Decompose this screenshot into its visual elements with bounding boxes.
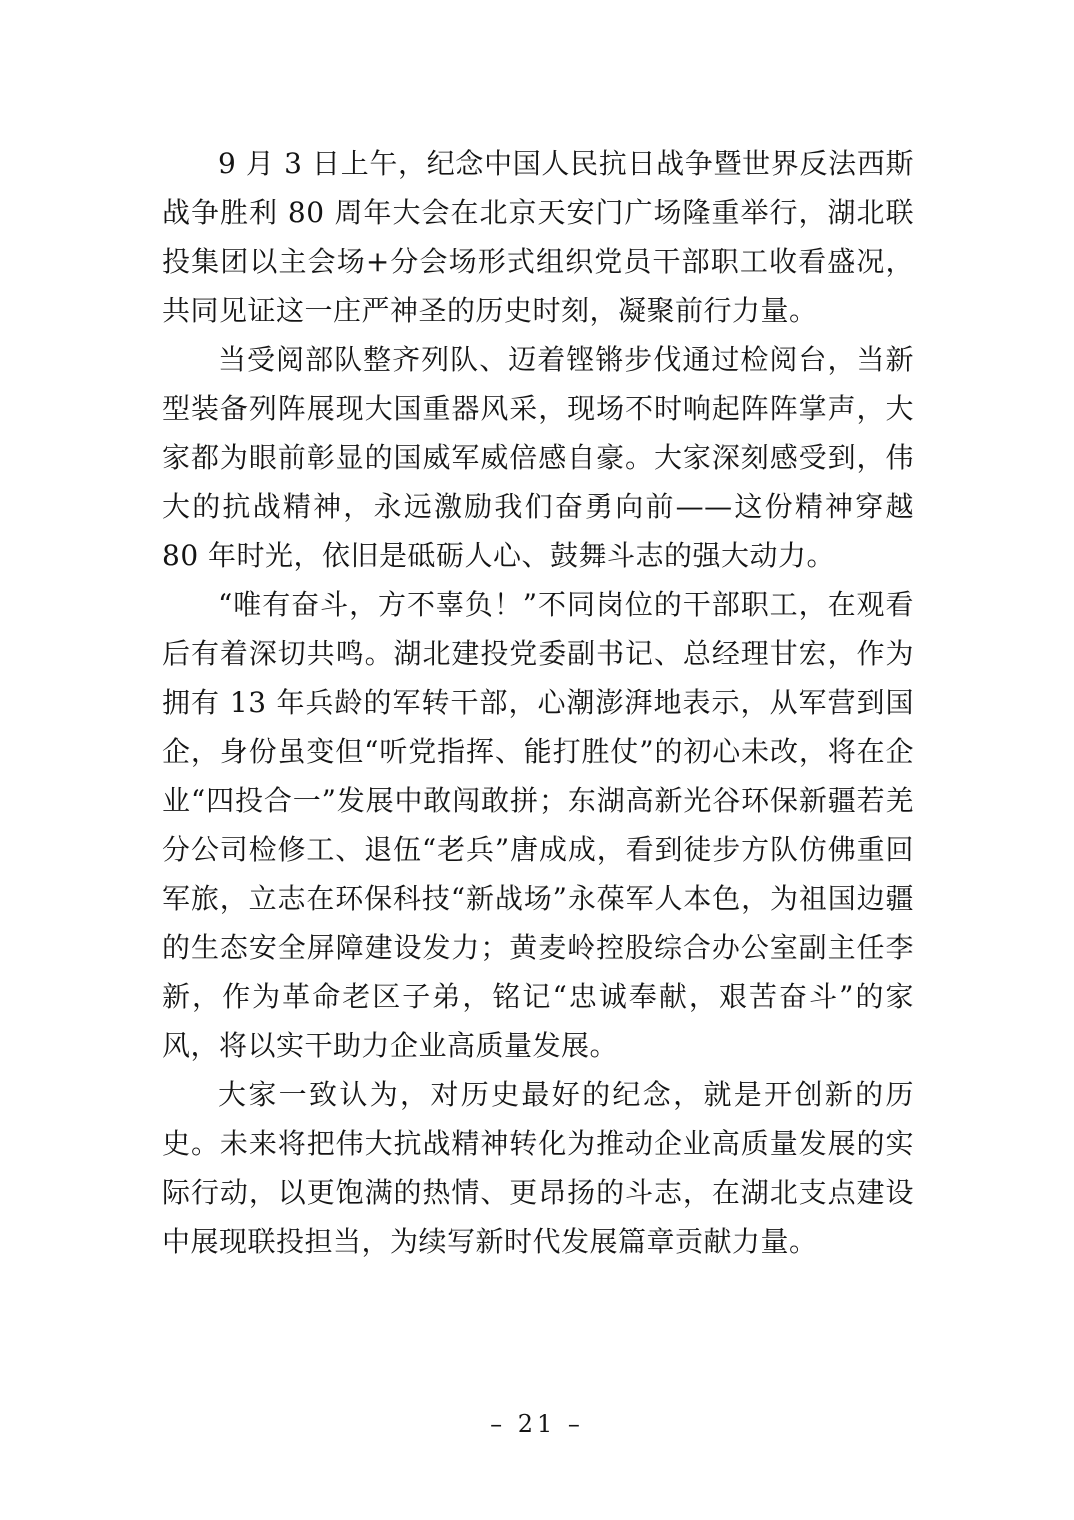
- body-paragraph-1: 9 月 3 日上午，纪念中国人民抗日战争暨世界反法西斯战争胜利 80 周年大会在北京天安门广场隆重举行，湖北联投集团以主会场+分会场形式组织党员干部职工收看盛况，共同见证这一庄严神圣的历史时刻，凝聚前行力量。: [162, 147, 914, 327]
- page-footer: [0, 1408, 1074, 1440]
- document-body: [162, 139, 914, 1266]
- body-paragraph-4: 大家一致认为，对历史最好的纪念，就是开创新的历史。未来将把伟大抗战精神转化为推动企业高质量发展的实际行动，以更饱满的热情、更昂扬的斗志，在湖北支点建设中展现联投担当，为续写新时代发展篇章贡献力量。: [162, 1078, 914, 1258]
- body-paragraph-3: “唯有奋斗，方不辜负！”不同岗位的干部职工，在观看后有着深切共鸣。湖北建投党委副书记、总经理甘宏，作为拥有 13 年兵龄的军转干部，心潮澎湃地表示，从军营到国企，身份虽变但“听党指挥、能打胜仗”的初心未改，将在企业“四投合一”发展中敢闯敢拼；东湖高新光谷环保新疆若羌分公司检修工、退伍“老兵”唐成成，看到徒步方队仿佛重回军旅，立志在环保科技“新战场”永葆军人本色，为祖国边疆的生态安全屏障建设发力；黄麦岭控股综合办公室副主任李新，作为革命老区子弟，铭记“忠诚奉献，艰苦奋斗”的家风，将以实干助力企业高质量发展。: [162, 588, 914, 1062]
- page-number: – 21 –: [490, 1410, 584, 1438]
- body-paragraph-2: 当受阅部队整齐列队、迈着铿锵步伐通过检阅台，当新型装备列阵展现大国重器风采，现场不时响起阵阵掌声，大家都为眼前彰显的国威军威倍感自豪。大家深刻感受到，伟大的抗战精神，永远激励我们奋勇向前——这份精神穿越 80 年时光，依旧是砥砺人心、鼓舞斗志的强大动力。: [162, 343, 914, 572]
